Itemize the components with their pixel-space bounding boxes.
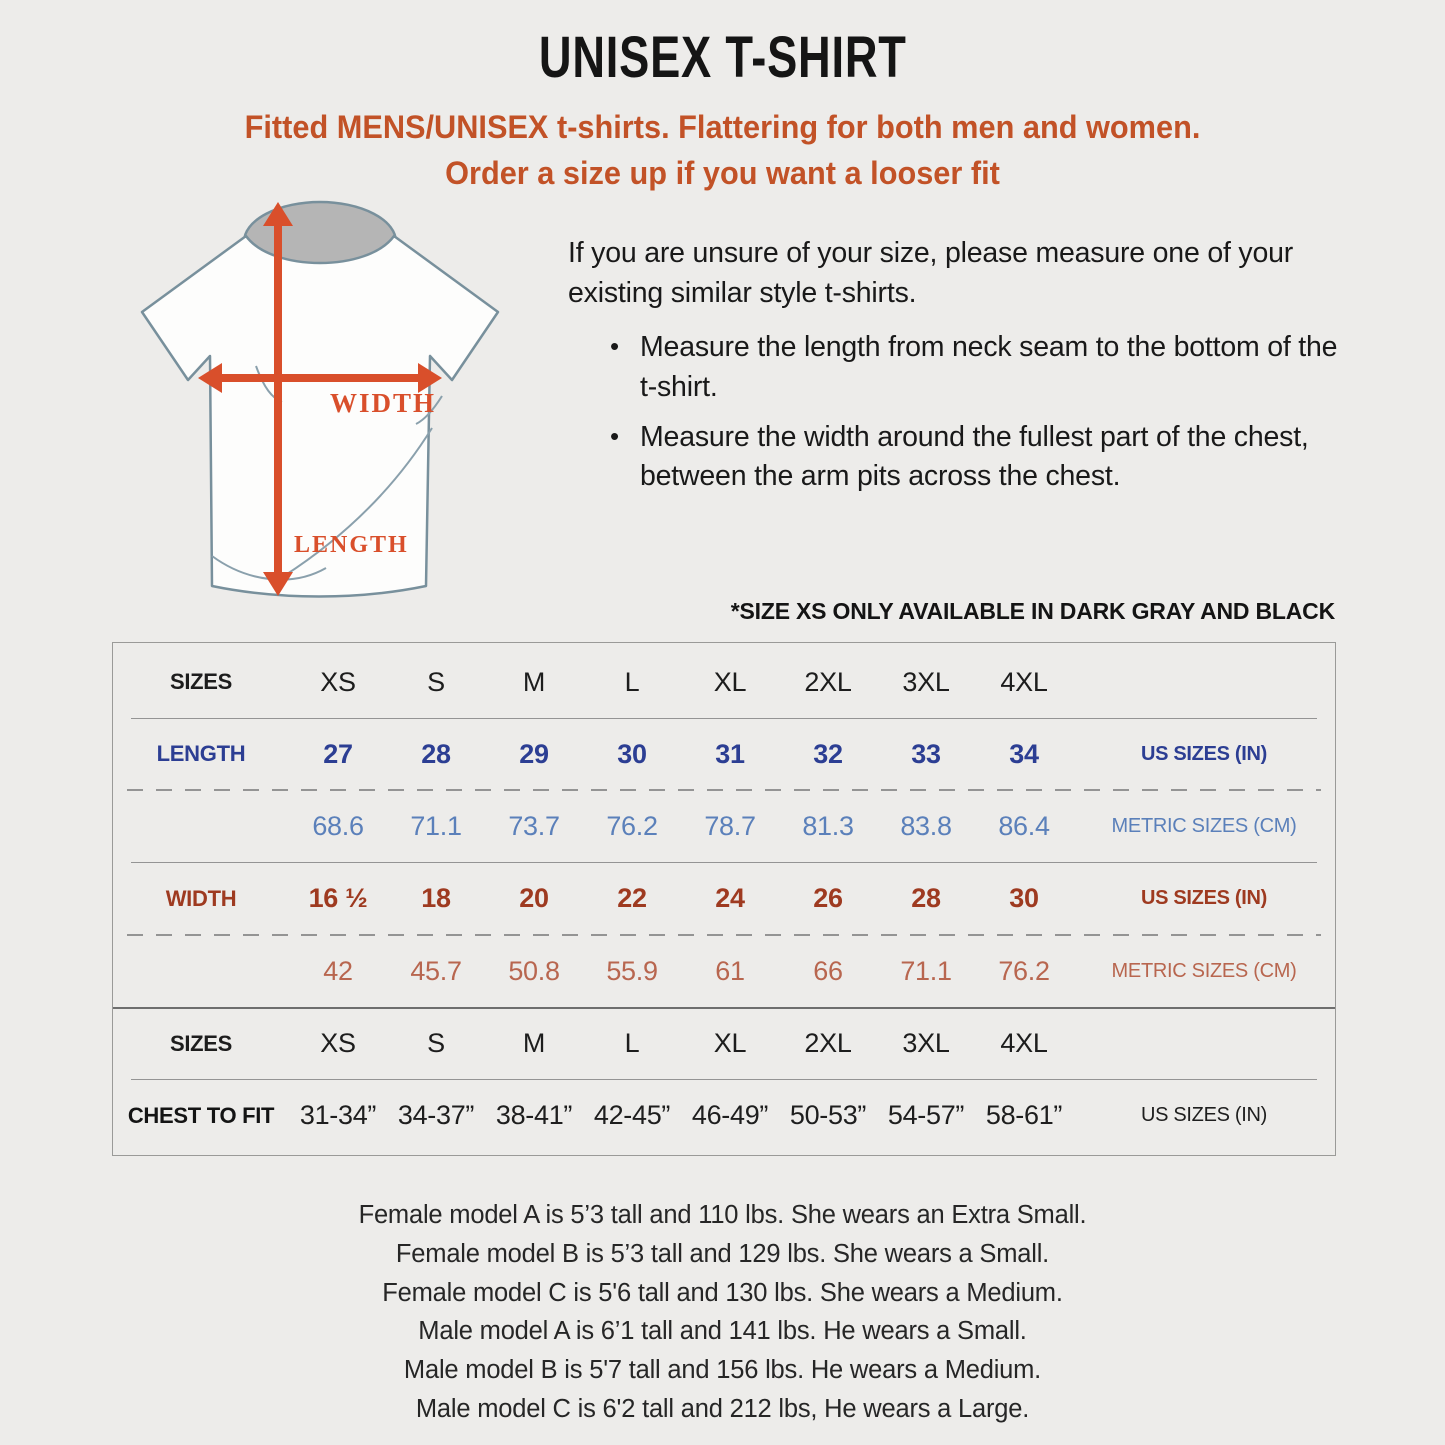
chest-value: 34-37”	[397, 1100, 475, 1131]
size-footer: 4XL	[1000, 1028, 1048, 1059]
size-footer: 3XL	[902, 1028, 950, 1059]
instruction-bullet-width	[610, 418, 1358, 498]
length-cm-value: 83.8	[900, 811, 952, 842]
width-cm-value: 76.2	[998, 955, 1050, 986]
size-header: 4XL	[1000, 666, 1048, 697]
width-in-value: 28	[911, 883, 941, 914]
width-cm-row	[113, 936, 1335, 1007]
length-cm-value: 71.1	[410, 811, 462, 842]
model-line: Male model B is 5'7 tall and 156 lbs. He wears a Medium.	[403, 1356, 1042, 1384]
width-in-value: 26	[813, 883, 843, 914]
length-in-value: 29	[519, 738, 549, 769]
width-cm-value: 71.1	[900, 955, 952, 986]
chest-row-label: CHEST TO FIT	[127, 1102, 275, 1128]
chest-value: 42-45”	[593, 1100, 671, 1131]
instructions-intro: If you are unsure of your size, please measure one of your existing similar style t-shirts.	[568, 237, 1294, 309]
footer-sizes-row	[113, 1009, 1335, 1080]
subtitle-line-2: Order a size up if you want a looser fit	[445, 155, 1000, 192]
width-in-unit: US SIZES (IN)	[1140, 887, 1268, 910]
chest-value: 46-49”	[691, 1100, 769, 1131]
chest-unit: US SIZES (IN)	[1140, 1104, 1268, 1127]
length-in-value: 33	[911, 738, 941, 769]
length-in-value: 27	[323, 738, 353, 769]
length-row-label: LENGTH	[156, 741, 246, 767]
length-cm-value: 86.4	[998, 811, 1050, 842]
tshirt-measurement-diagram	[96, 196, 544, 616]
model-line: Female model A is 5’3 tall and 110 lbs. She wears an Extra Small.	[358, 1201, 1087, 1229]
page-title: UNISEX T-SHIRT	[538, 25, 907, 90]
width-in-value: 22	[617, 883, 647, 914]
width-cm-value: 61	[715, 955, 745, 986]
length-in-value: 31	[715, 738, 745, 769]
size-header: L	[624, 666, 640, 697]
subtitle-line-1: Fitted MENS/UNISEX t-shirts. Flattering for both men and women.	[244, 109, 1201, 145]
bullet-icon: •	[610, 330, 620, 361]
chest-to-fit-row	[113, 1080, 1335, 1151]
model-line: Male model C is 6'2 tall and 212 lbs, He wears a Large.	[415, 1394, 1030, 1423]
chest-value: 38-41”	[495, 1100, 573, 1131]
measuring-instructions	[568, 234, 1358, 507]
bullet-text-width: Measure the width around the fullest part of the chest, between the arm pits across the chest.	[640, 420, 1309, 493]
length-cm-value: 76.2	[606, 811, 658, 842]
length-arrow-label: LENGTH	[294, 532, 409, 558]
model-line: Male model A is 6’1 tall and 141 lbs. He wears a Small.	[418, 1317, 1027, 1346]
width-in-value: 24	[715, 883, 745, 914]
size-footer: 2XL	[804, 1028, 852, 1059]
bullet-text-length: Measure the length from neck seam to the bottom of the t-shirt.	[640, 330, 1338, 403]
width-cm-value: 50.8	[508, 955, 560, 986]
length-cm-value: 78.7	[704, 811, 756, 842]
tshirt-illustration	[96, 196, 544, 616]
length-in-value: 34	[1009, 738, 1039, 769]
width-in-value: 30	[1009, 883, 1039, 914]
instruction-bullet-length	[610, 328, 1358, 408]
size-header: S	[427, 666, 445, 697]
length-cm-row	[113, 791, 1335, 862]
model-line: Female model B is 5’3 tall and 129 lbs. She wears a Small.	[395, 1239, 1050, 1268]
length-cm-value: 68.6	[312, 811, 364, 842]
chest-value: 58-61”	[985, 1100, 1063, 1131]
size-header: 3XL	[902, 666, 950, 697]
length-in-value: 30	[617, 738, 647, 769]
table-header-row	[113, 647, 1335, 718]
size-header: XS	[320, 666, 356, 697]
model-info	[0, 1196, 1445, 1429]
length-cm-value: 81.3	[802, 811, 854, 842]
size-footer: M	[522, 1028, 546, 1059]
width-cm-value: 66	[813, 955, 843, 986]
size-footer: XS	[320, 1028, 356, 1059]
size-footer: XL	[713, 1028, 747, 1059]
length-in-value: 32	[813, 738, 843, 769]
bullet-icon: •	[610, 420, 620, 451]
width-cm-value: 55.9	[606, 955, 658, 986]
size-footer: S	[427, 1028, 445, 1059]
width-cm-unit: METRIC SIZES (CM)	[1111, 959, 1297, 982]
size-header: M	[522, 666, 546, 697]
page-subtitle	[0, 104, 1445, 197]
width-cm-value: 42	[323, 955, 353, 986]
width-inches-row	[113, 863, 1335, 934]
width-row-label: WIDTH	[165, 885, 237, 911]
size-footer: L	[624, 1028, 640, 1059]
length-in-unit: US SIZES (IN)	[1140, 742, 1268, 765]
chest-value: 50-53”	[789, 1100, 867, 1131]
width-cm-value: 45.7	[410, 955, 462, 986]
length-inches-row	[113, 719, 1335, 790]
size-table	[112, 642, 1336, 1156]
width-in-value: 18	[421, 883, 451, 914]
model-line: Female model C is 5'6 tall and 130 lbs. She wears a Medium.	[382, 1278, 1063, 1307]
width-in-value: 20	[519, 883, 549, 914]
xs-availability-note: *SIZE XS ONLY AVAILABLE IN DARK GRAY AND BLACK	[730, 598, 1335, 624]
width-in-value: 16 ½	[308, 883, 368, 914]
sizes-row-label: SIZES	[169, 669, 233, 695]
length-in-value: 28	[421, 738, 451, 769]
width-arrow-label: WIDTH	[329, 388, 437, 418]
chest-value: 54-57”	[887, 1100, 965, 1131]
length-cm-unit: METRIC SIZES (CM)	[1111, 815, 1297, 838]
sizes-row-label: SIZES	[169, 1030, 233, 1056]
chest-value: 31-34”	[299, 1100, 377, 1131]
length-cm-value: 73.7	[508, 811, 560, 842]
size-header: XL	[713, 666, 747, 697]
size-header: 2XL	[804, 666, 852, 697]
